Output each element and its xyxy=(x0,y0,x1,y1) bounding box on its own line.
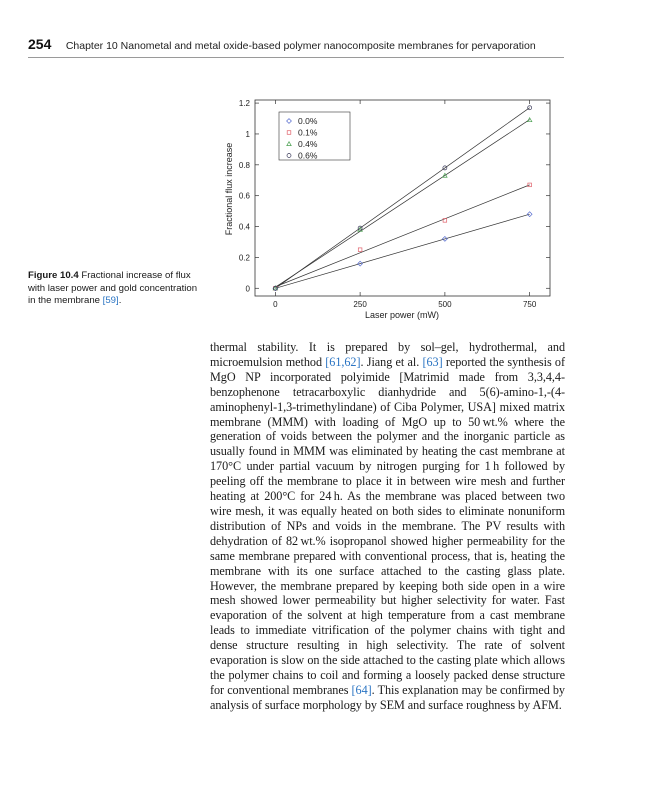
y-tick-label: 0.2 xyxy=(238,253,250,263)
x-tick-label: 250 xyxy=(353,300,367,309)
page-number: 254 xyxy=(28,36,52,52)
x-tick-label: 750 xyxy=(522,300,537,309)
flux-chart xyxy=(210,92,560,327)
citation-link-64[interactable]: [64] xyxy=(351,682,372,697)
citation-link-63[interactable]: [63] xyxy=(422,354,443,369)
body-text-3: reported the synthesis of MgO NP incorporated polyimide [Matrimid made from 3,3,4,4-benzophenone tetracarboxylic dianhydride and 5(6)-amino-1,-(4-aminophenyl-1,3-trimethylindane) of Ciba Polymer, USA] mixed matrix membrane (MMM) with loading of MgO up to 50 wt.% where the generation of voids between the polymer and the inorganic particle as usually found in MMM was eliminated by heating the cast membrane at 170°C under partial vacuum by nitrogen purging for 1 h followed by peeling off the membrane to place it in between wire mesh and further heating at 200°C for 24 h. As the membrane was placed between two wire mesh, it was equally heated on both sides to eliminate nonuniform distribution of NPs and voids in the membrane. The PV results with dehydration of 82 wt.% isopropanol showed higher permeability for the same membrane prepared with conventional process, that is, heating the membrane with its one surface attached to the casting glass plate. However, the membrane prepared by keeping both side open in a wire mesh showed lower permeability but higher selectivity for water. Fast evaporation of the solvent at high temperature from a cast membrane leads to immediate vitrification of the polymer chains with tight and dense structure resulting in high selectivity. The rate of solvent evaporation is slow on the side attached to the casting plate which allows the polymer chains to coil and forming a loosely packed dense structure for conventional membranes xyxy=(210,354,565,697)
caption-citation-link[interactable]: [59] xyxy=(102,295,119,306)
body-paragraph xyxy=(210,340,565,713)
running-head: Chapter 10 Nanometal and metal oxide-based polymer nanocomposite membranes for pervaporation xyxy=(65,40,536,52)
x-tick-label: 500 xyxy=(438,300,452,309)
x-tick-label: 0 xyxy=(273,300,278,309)
legend-entry-0-6pct: 0.6% xyxy=(298,150,318,161)
body-text-2: . Jiang et al. xyxy=(360,354,423,369)
body-text-1: thermal stability. It is prepared by sol–gel, hydrothermal, and microemulsion method xyxy=(210,340,565,369)
figure-caption-text: Fractional increase of flux with laser power and gold concentration in the membrane xyxy=(28,270,198,306)
legend-entry-0-0pct: 0.0% xyxy=(298,116,318,126)
y-tick-label: 0.4 xyxy=(238,222,250,232)
legend-entry-0-1pct: 0.1% xyxy=(298,127,318,138)
y-tick-label: 1 xyxy=(245,129,250,139)
x-axis-label: Laser power (mW) xyxy=(364,310,440,320)
legend-entry-0-4pct: 0.4% xyxy=(298,139,318,149)
body-text-4: . This explanation may be confirmed by analysis of surface morphology by SEM and surface roughness by AFM. xyxy=(210,682,565,712)
figure-caption xyxy=(28,270,204,308)
fit-line-0-1pct xyxy=(275,185,529,287)
y-tick-label: 0 xyxy=(245,284,250,294)
y-tick-label: 1.2 xyxy=(238,99,250,109)
page-header xyxy=(28,36,564,58)
figure-label: Figure 10.4 xyxy=(28,270,79,281)
legend xyxy=(279,112,350,161)
fit-line-0-0pct xyxy=(275,214,529,288)
y-tick-label: 0.6 xyxy=(238,191,250,201)
y-tick-label: 0.8 xyxy=(238,160,250,170)
y-axis-label: Fractional flux increase xyxy=(224,142,234,236)
data-point-0-1pct xyxy=(358,248,362,252)
caption-period: . xyxy=(118,295,122,306)
citation-link-61-62[interactable]: [61,62] xyxy=(325,354,361,369)
